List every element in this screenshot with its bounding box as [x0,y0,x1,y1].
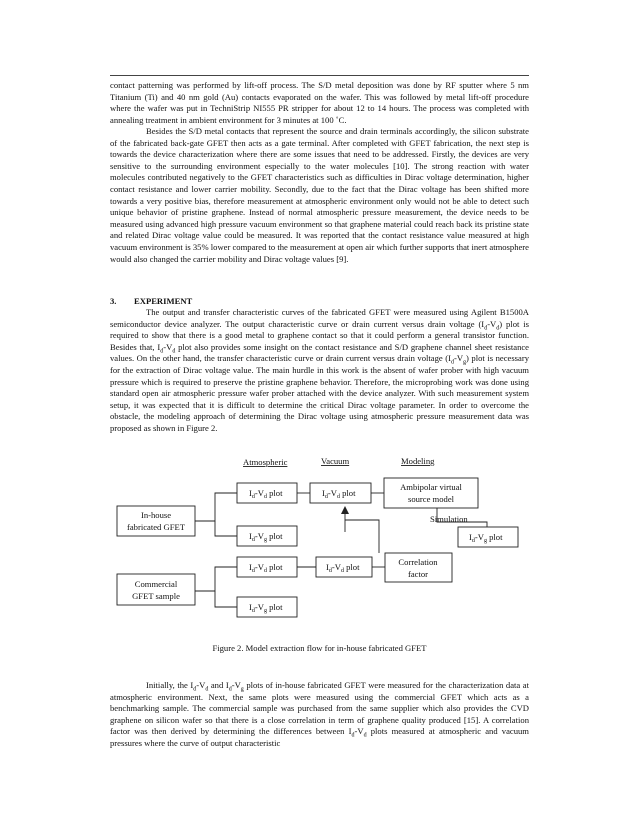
paragraph-4: Initially, the $I_d-V_d$ and $I_d-V_g$ plots of in-house fabricated GFET were measured for the characterization data at atmospheric environment. Next, the same plots were measured using the commercial GFET which acts as a benchmarking sample. The commercial sample was purchased from the same supplier which also provides the CVD graphene on silicon wafer so that there is a close correlation in term of graphene quality produced [15]. A correlation factor was then derived by determining the differences between $I_d-V_d$ plots measured at atmospheric and vacuum pressures where the curve of output characteristic [110,680,529,748]
vac-idvd-label: $I_d-V_d$ plot [322,488,356,500]
header-modeling: Modeling [401,456,435,466]
figure-caption: Figure 2. Model extraction flow for in-house fabricated GFET [212,643,427,653]
commercial-label-2: GFET sample [132,591,180,601]
connector-correlation-up [345,520,379,553]
arrowhead-up [341,506,349,514]
connector-inhouse-idvg [215,521,237,536]
section-number: 3. [110,296,117,306]
ambipolar-label-2: source model [407,494,455,504]
inhouse-label-2: fabricated GFET [127,522,185,532]
connector-commercial-idvd [195,567,237,591]
header-vacuum: Vacuum [321,456,350,466]
connector-commercial-idvg [215,591,237,607]
sim-idvg-label: $I_d-V_g$ plot [469,532,503,544]
inhouse-label-1: In-house [140,510,172,520]
comm-atm-idvg-label: $I_d-V_g$ plot [249,602,283,614]
atm-idvd-label: $I_d-V_d$ plot [249,488,283,500]
paragraph-3: The output and transfer characteristic curves of the fabricated GFET were measured using Agilent B1500A semiconductor device analyzer. The output characteristic curve or drain current versus drain voltage $(I_d-V_d)$ plot is required to show that there is a good metal to graphene contact so that it could perform a general transistor function. Besides that, $I_d-V_d$ plot also provides some insight on the contact resistance and S/D graphene channel sheet resistance values. On the other hand, the transfer characteristic curve or drain current versus drain voltage $(I_d-V_g)$ plot is necessary for the extraction of Dirac voltage value. The main hurdle in this work is the absent of wafer prober with high vacuum pressure which is required to preserve the pristine graphene behavior. Therefore, the microprobing work was done using standard open air atmospheric pressure wafer prober attached with the device analyzer. With such measurement system setup, it was expected that it is difficult to determine the critical Dirac voltage parameter. In order to overcome the obstacle, the modeling approach of determining the Dirac voltage using atmospheric pressure measurement data was proposed as shown in Figure 2. [110,307,530,433]
simulation-label: Simulation [430,514,468,524]
paragraph-2: Besides the S/D metal contacts that represent the source and drain terminals accordingly, the silicon substrate of the fabricated back-gate GFET then acts as a gate terminal. After completed with GFET fabrication, the next step is towards the device characterization where there are some issues that need to be addressed. Firstly, the devices are very sensitive to the surrounding environment especially to the water molecules [10]. The strong reaction with water molecules contributed negatively to the GFET characteristics such as difficulties in Dirac voltage determination, higher contact resistance and lower carrier mobility. Secondly, due to the fact that the Dirac voltage has been shifted more towards a very positive bias, therefore measurement at atmospheric environment only would not be able to detect such unique behavior of pristine graphene. Instead of normal atmospheric pressure measurement, the device needs to be measured using advanced high pressure vacuum environment so that graphene material could reach back its pristine state and related Dirac voltage value could be measured. It was reported that the contact resistance value measured at high vacuum environment is 35% lower compared to the measurement at open air which further supports that inert atmosphere would also changed the carrier mobility and Dirac voltage values [9]. [110,126,529,264]
section-title: EXPERIMENT [134,296,193,306]
commercial-label-1: Commercial [134,579,178,589]
paragraph-1: contact patterning was performed by lift-off process. The S/D metal deposition was done by RF sputter where 5 nm Titanium (Ti) and 40 nm gold (Au) contacts evaporated on the wafer. This was followed by metal lift-off procedure where the wafer was put in TechniStrip NI555 PR stripper for about 12 to 14 hours. The process was completed with annealing treatment in ambient environment for 3 minutes at 100 ˚C. [110,80,529,125]
correlation-label-2: factor [407,569,429,579]
comm-vac-idvd-label: $I_d-V_d$ plot [326,562,360,574]
correlation-label-1: Correlation [398,557,438,567]
atm-idvg-label: $I_d-V_g$ plot [249,531,283,543]
comm-atm-idvd-label: $I_d-V_d$ plot [249,562,283,574]
header-atmospheric: Atmospheric [243,457,288,467]
ambipolar-label-1: Ambipolar virtual [400,482,462,492]
connector-inhouse-idvd [195,493,237,521]
